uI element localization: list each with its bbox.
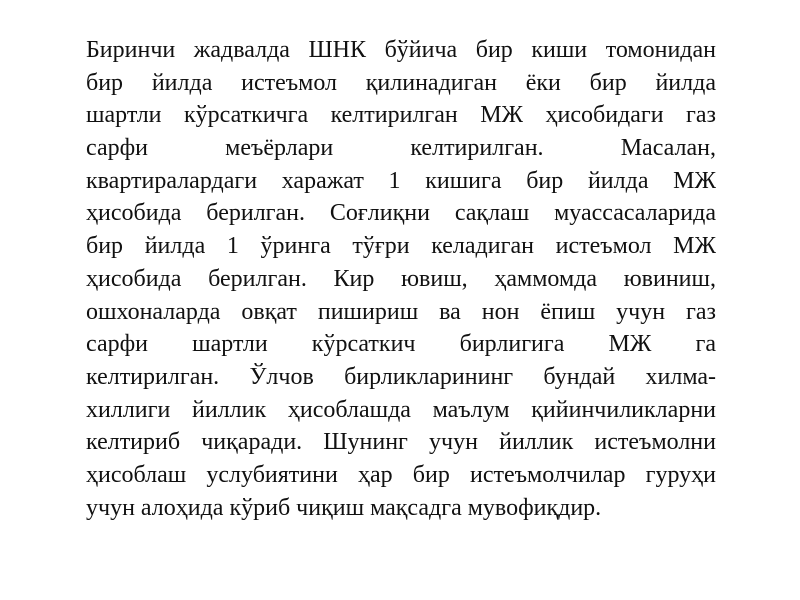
paragraph-line-14: ҳисоблаш услубиятини ҳар бир истеъмолчилар гуруҳи [86, 461, 716, 488]
paragraph-line-15: учун алоҳида кўриб чиқиш мақсадга мувофиқдир. [86, 494, 602, 521]
body-paragraph [86, 34, 716, 524]
paragraph-line-3: шартли кўрсаткичга келтирилган МЖ ҳисобидаги газ [86, 102, 716, 129]
paragraph-line-5: квартиралардаги харажат 1 кишига бир йилда МЖ [86, 167, 716, 194]
paragraph-line-12: хиллиги йиллик ҳисоблашда маълум қийинчиликларни [86, 396, 716, 423]
paragraph-line-10: сарфи шартли кўрсаткич бирлигига МЖ га [86, 331, 716, 358]
paragraph-line-4: сарфи меъёрлари келтирилган. Масалан, [86, 135, 716, 162]
paragraph-line-1: Биринчи жадвалда ШНК бўйича бир киши томонидан [86, 37, 716, 63]
paragraph-line-8: ҳисобида берилган. Кир ювиш, ҳаммомда ювиниш, [86, 265, 716, 292]
paragraph-line-6: ҳисобида берилган. Соғлиқни сақлаш муассасаларида [86, 200, 716, 227]
paragraph-line-13: келтириб чиқаради. Шунинг учун йиллик истеъмолни [86, 429, 716, 456]
paragraph-line-2: бир йилда истеъмол қилинадиган ёки бир йилда [86, 69, 716, 96]
paragraph-line-11: келтирилган. Ўлчов бирликларининг бундай хилма- [86, 363, 716, 390]
paragraph-line-7: бир йилда 1 ўринга тўғри келадиган истеъмол МЖ [86, 233, 716, 260]
paragraph-line-9: ошхоналарда овқат пишириш ва нон ёпиш учун газ [86, 298, 716, 325]
